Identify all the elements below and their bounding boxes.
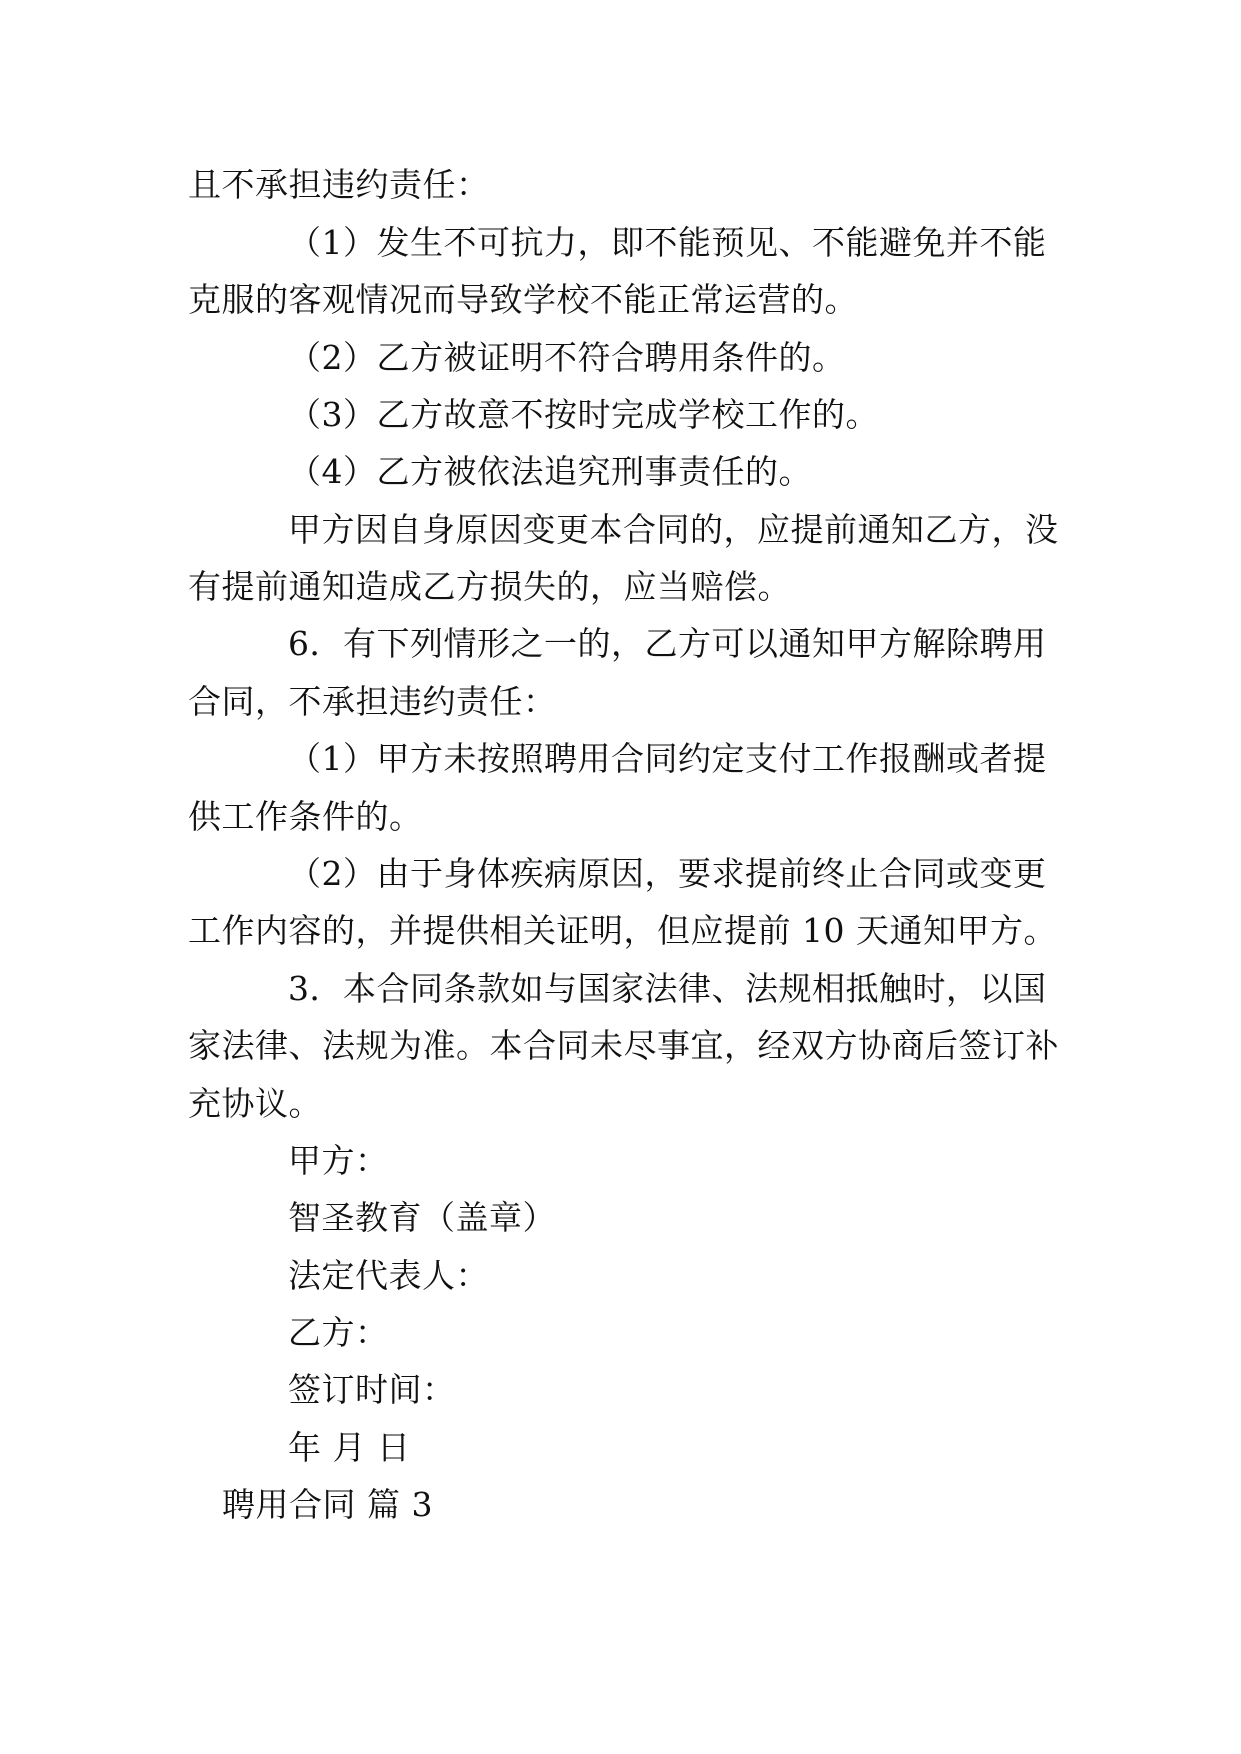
body-line: （2）乙方被证明不符合聘用条件的。 <box>288 338 846 377</box>
body-line: 工作内容的，并提供相关证明，但应提前 10 天通知甲方。 <box>188 911 1057 950</box>
body-line: 甲方因自身原因变更本合同的，应提前通知乙方，没 <box>288 510 1059 549</box>
seal-label: 智圣教育（盖章） <box>288 1198 556 1237</box>
party-a-label: 甲方： <box>288 1141 389 1180</box>
body-line: 3．本合同条款如与国家法律、法规相抵触时，以国 <box>288 969 1047 1008</box>
body-line: （4）乙方被依法追究刑事责任的。 <box>288 452 812 491</box>
body-line: （1）发生不可抗力，即不能预见、不能避免并不能 <box>288 223 1047 262</box>
body-line: （2）由于身体疾病原因，要求提前终止合同或变更 <box>288 854 1047 893</box>
date-label: 年 月 日 <box>288 1428 411 1467</box>
section-title: 聘用合同 篇 3 <box>222 1485 433 1524</box>
body-line: （1）甲方未按照聘用合同约定支付工作报酬或者提 <box>288 739 1047 778</box>
body-line: （3）乙方故意不按时完成学校工作的。 <box>288 395 879 434</box>
legal-rep-label: 法定代表人： <box>288 1256 489 1295</box>
body-line: 供工作条件的。 <box>188 797 423 836</box>
body-line: 充协议。 <box>188 1084 322 1123</box>
body-line: 且不承担违约责任： <box>188 165 490 204</box>
body-line: 合同，不承担违约责任： <box>188 682 557 721</box>
body-line: 家法律、法规为准。本合同未尽事宜，经双方协商后签订补 <box>188 1026 1059 1065</box>
body-line: 6．有下列情形之一的，乙方可以通知甲方解除聘用 <box>288 624 1047 663</box>
sign-time-label: 签订时间： <box>288 1370 456 1409</box>
body-line: 克服的客观情况而导致学校不能正常运营的。 <box>188 280 858 319</box>
party-b-label: 乙方： <box>288 1313 389 1352</box>
body-line: 有提前通知造成乙方损失的，应当赔偿。 <box>188 567 791 606</box>
